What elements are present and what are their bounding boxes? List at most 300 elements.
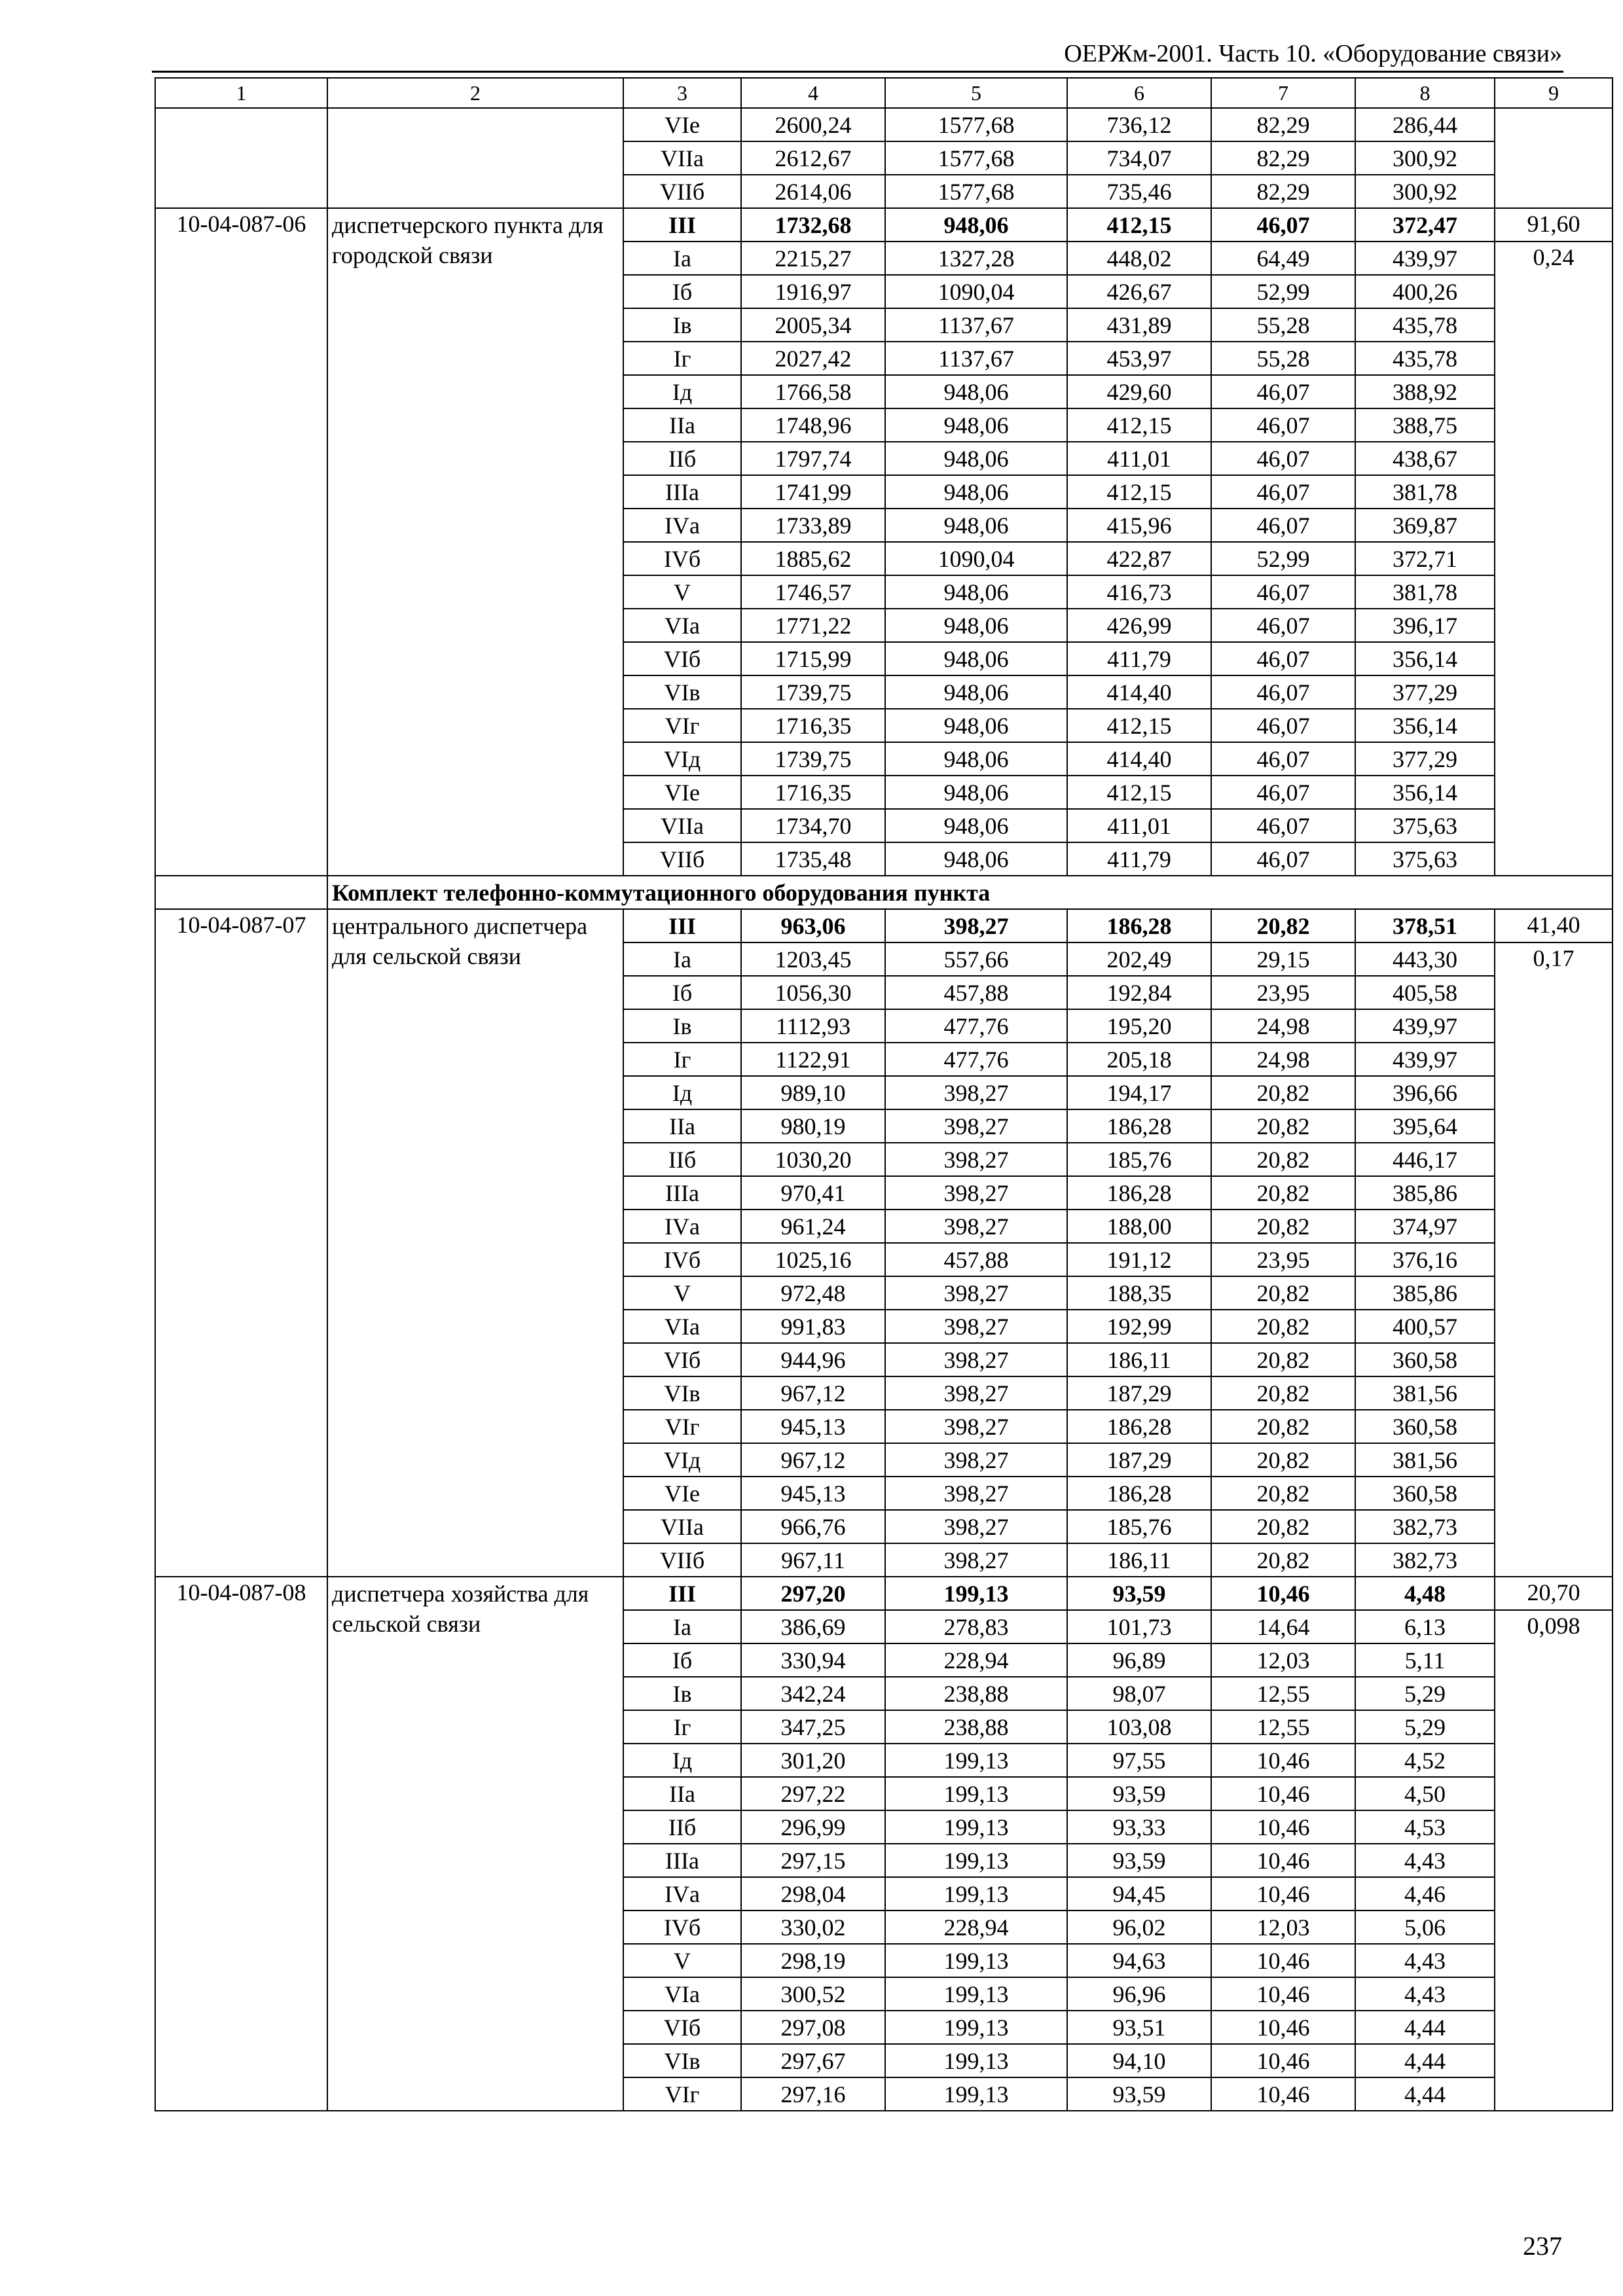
value-cell: 356,14 [1355,642,1495,675]
value-cell: 1090,04 [885,275,1067,308]
zone-cell: VIIа [623,809,741,842]
value-cell: 52,99 [1211,275,1355,308]
column-number: 6 [1067,78,1211,108]
value-cell: 205,18 [1067,1043,1211,1076]
value-cell: 20,82 [1211,1443,1355,1477]
value-cell: 46,07 [1211,442,1355,475]
value-cell: 1090,04 [885,542,1067,575]
zone-cell: III [623,208,741,242]
value-cell: 301,20 [741,1744,885,1777]
value-cell: 398,27 [885,1477,1067,1510]
value-cell: 24,98 [1211,1009,1355,1043]
value-cell: 477,76 [885,1043,1067,1076]
value-cell: 948,06 [885,208,1067,242]
value-cell: 1916,97 [741,275,885,308]
column-number: 4 [741,78,885,108]
value-cell: 381,78 [1355,575,1495,609]
value-cell: 202,49 [1067,942,1211,976]
value-cell: 948,06 [885,675,1067,709]
value-cell: 1030,20 [741,1143,885,1176]
zone-cell: VIг [623,709,741,742]
column-number: 3 [623,78,741,108]
zone-cell: IIIа [623,1176,741,1210]
value-cell: 414,40 [1067,742,1211,776]
value-cell: 1739,75 [741,742,885,776]
value-cell: 20,82 [1211,1276,1355,1310]
value-cell: 414,40 [1067,675,1211,709]
value-cell: 967,11 [741,1543,885,1577]
zone-cell: IVб [623,1910,741,1944]
value-cell: 398,27 [885,1343,1067,1376]
section-title: Комплект телефонно-коммутационного оборудования пункта [327,876,1613,909]
value-cell: 1732,68 [741,208,885,242]
value-cell: 82,29 [1211,141,1355,175]
value-cell: 4,52 [1355,1744,1495,1777]
value-cell: 29,15 [1211,942,1355,976]
zone-cell: VIб [623,1343,741,1376]
value-cell: 1716,35 [741,776,885,809]
row-name: диспетчера хозяйства для сельской связи [327,1577,623,2111]
zone-cell: Iд [623,1744,741,1777]
value-cell: 435,78 [1355,342,1495,375]
value-cell: 411,79 [1067,642,1211,675]
value-cell: 1739,75 [741,675,885,709]
value-cell: 93,51 [1067,2011,1211,2044]
value-cell: 429,60 [1067,375,1211,408]
value-cell: 101,73 [1067,1610,1211,1643]
value-cell: 945,13 [741,1477,885,1510]
zone-cell: VIв [623,2044,741,2077]
zone-cell: IIа [623,1109,741,1143]
value-cell: 398,27 [885,1376,1067,1410]
value-cell: 46,07 [1211,709,1355,742]
value-cell: 388,75 [1355,408,1495,442]
value-cell: 4,44 [1355,2044,1495,2077]
value-cell: 12,55 [1211,1710,1355,1744]
value-cell: 369,87 [1355,509,1495,542]
value-cell: 398,27 [885,1176,1067,1210]
zone-cell: IIб [623,1810,741,1844]
value-cell: 376,16 [1355,1243,1495,1276]
zone-cell: VIIб [623,175,741,208]
value-cell: 398,27 [885,1143,1067,1176]
zone-cell: Iв [623,1677,741,1710]
value-cell: 398,27 [885,1443,1067,1477]
zone-cell: V [623,1944,741,1977]
zone-cell: IVа [623,1877,741,1910]
value-cell: 93,59 [1067,2077,1211,2111]
value-cell: 457,88 [885,1243,1067,1276]
value-cell: 5,06 [1355,1910,1495,1944]
zone-cell: VIIа [623,1510,741,1543]
value-cell: 185,76 [1067,1510,1211,1543]
value-cell: 439,97 [1355,1043,1495,1076]
value-cell: 23,95 [1211,1243,1355,1276]
value-cell: 360,58 [1355,1477,1495,1510]
zone-cell: VIв [623,1376,741,1410]
value-cell: 93,59 [1067,1844,1211,1877]
value-cell: 944,96 [741,1343,885,1376]
value-cell: 10,46 [1211,1944,1355,1977]
value-cell: 330,94 [741,1643,885,1677]
value-cell: 46,07 [1211,809,1355,842]
zone-cell: Iг [623,1710,741,1744]
value-cell: 1122,91 [741,1043,885,1076]
value-cell: 6,13 [1355,1610,1495,1643]
value-cell: 20,82 [1211,1343,1355,1376]
value-cell: 453,97 [1067,342,1211,375]
value-cell: 948,06 [885,742,1067,776]
value-cell: 426,99 [1067,609,1211,642]
value-cell: 186,28 [1067,1176,1211,1210]
zone-cell: VIа [623,609,741,642]
value-cell: 186,11 [1067,1543,1211,1577]
value-cell: 4,43 [1355,1844,1495,1877]
zone-cell: Iб [623,275,741,308]
zone-cell: V [623,575,741,609]
value-cell: 46,07 [1211,208,1355,242]
column-number: 2 [327,78,623,108]
row-name: диспетчерского пункта для городской связи [327,208,623,876]
value-cell: 734,07 [1067,141,1211,175]
value-cell: 963,06 [741,909,885,942]
value-cell: 961,24 [741,1210,885,1243]
value-cell: 98,07 [1067,1677,1211,1710]
value-cell: 1112,93 [741,1009,885,1043]
value-cell: 186,28 [1067,1109,1211,1143]
value-cell: 199,13 [885,1944,1067,1977]
value-cell: 1885,62 [741,542,885,575]
value-cell: 228,94 [885,1643,1067,1677]
value-cell: 948,06 [885,408,1067,442]
value-cell: 93,59 [1067,1777,1211,1810]
value-cell: 297,15 [741,1844,885,1877]
value-cell: 4,46 [1355,1877,1495,1910]
value-cell: 4,48 [1355,1577,1495,1610]
value-cell: 382,73 [1355,1510,1495,1543]
zone-cell: Iб [623,1643,741,1677]
value-cell: 199,13 [885,2077,1067,2111]
value-cell: 191,12 [1067,1243,1211,1276]
column-number: 8 [1355,78,1495,108]
value-cell: 20,82 [1211,1376,1355,1410]
value-cell: 300,92 [1355,175,1495,208]
value-cell: 12,03 [1211,1643,1355,1677]
value-cell: 93,33 [1067,1810,1211,1844]
row-name-cell [327,108,623,208]
value-cell: 398,27 [885,1410,1067,1443]
value-cell: 5,29 [1355,1710,1495,1744]
value-cell: 415,96 [1067,509,1211,542]
value-cell: 1734,70 [741,809,885,842]
zone-cell: III [623,909,741,942]
value-cell: 398,27 [885,1276,1067,1310]
value-cell: 46,07 [1211,742,1355,776]
value-cell: 199,13 [885,2044,1067,2077]
value-cell: 298,04 [741,1877,885,1910]
value-cell: 199,13 [885,1844,1067,1877]
value-cell: 989,10 [741,1076,885,1109]
value-cell: 46,07 [1211,408,1355,442]
zone-cell: IVа [623,509,741,542]
value-cell: 199,13 [885,1577,1067,1610]
row-code: 10-04-087-06 [155,208,327,876]
zone-cell: VIIб [623,842,741,876]
column-9-value: 41,40 [1495,909,1613,942]
value-cell: 187,29 [1067,1376,1211,1410]
value-cell: 195,20 [1067,1009,1211,1043]
value-cell: 1715,99 [741,642,885,675]
value-cell: 972,48 [741,1276,885,1310]
table-row [155,208,1613,242]
value-cell: 298,19 [741,1944,885,1977]
value-cell: 412,15 [1067,776,1211,809]
column-number: 1 [155,78,327,108]
value-cell: 10,46 [1211,1577,1355,1610]
value-cell: 186,11 [1067,1343,1211,1376]
value-cell: 94,45 [1067,1877,1211,1910]
column-9-value: 0,098 [1495,1610,1613,2111]
value-cell: 396,66 [1355,1076,1495,1109]
value-cell: 94,63 [1067,1944,1211,1977]
value-cell: 194,17 [1067,1076,1211,1109]
value-cell: 4,43 [1355,1977,1495,2011]
zone-cell: IIб [623,442,741,475]
value-cell: 199,13 [885,2011,1067,2044]
value-cell: 24,98 [1211,1043,1355,1076]
value-cell: 1137,67 [885,342,1067,375]
zone-cell: VIд [623,742,741,776]
zone-cell: VIIб [623,1543,741,1577]
value-cell: 388,92 [1355,375,1495,408]
value-cell: 10,46 [1211,1844,1355,1877]
section-empty-cell [155,876,327,909]
value-cell: 966,76 [741,1510,885,1543]
value-cell: 2600,24 [741,108,885,141]
value-cell: 10,46 [1211,1977,1355,2011]
value-cell: 448,02 [1067,242,1211,275]
value-cell: 375,63 [1355,842,1495,876]
value-cell: 1766,58 [741,375,885,408]
zone-cell: IIа [623,1777,741,1810]
value-cell: 20,82 [1211,1477,1355,1510]
value-cell: 1327,28 [885,242,1067,275]
value-cell: 199,13 [885,1810,1067,1844]
value-cell: 46,07 [1211,375,1355,408]
value-cell: 64,49 [1211,242,1355,275]
value-cell: 199,13 [885,1877,1067,1910]
row-code: 10-04-087-08 [155,1577,327,2111]
zone-cell: III [623,1577,741,1610]
value-cell: 20,82 [1211,1543,1355,1577]
value-cell: 385,86 [1355,1276,1495,1310]
value-cell: 1741,99 [741,475,885,509]
zone-cell: VIе [623,776,741,809]
value-cell: 4,43 [1355,1944,1495,1977]
value-cell: 5,29 [1355,1677,1495,1710]
value-cell: 93,59 [1067,1577,1211,1610]
value-cell: 94,10 [1067,2044,1211,2077]
column-9-value: 20,70 [1495,1577,1613,1610]
value-cell: 736,12 [1067,108,1211,141]
zone-cell: Iа [623,242,741,275]
value-cell: 457,88 [885,976,1067,1009]
value-cell: 4,44 [1355,2077,1495,2111]
value-cell: 398,27 [885,1543,1067,1577]
value-cell: 398,27 [885,1076,1067,1109]
column-9-value: 0,24 [1495,242,1613,876]
value-cell: 967,12 [741,1376,885,1410]
value-cell: 297,22 [741,1777,885,1810]
table-row [155,1577,1613,1610]
value-cell: 4,44 [1355,2011,1495,2044]
value-cell: 1577,68 [885,175,1067,208]
value-cell: 300,52 [741,1977,885,2011]
value-cell: 2005,34 [741,308,885,342]
value-cell: 46,07 [1211,675,1355,709]
value-cell: 10,46 [1211,2044,1355,2077]
value-cell: 385,86 [1355,1176,1495,1210]
value-cell: 96,89 [1067,1643,1211,1677]
value-cell: 948,06 [885,609,1067,642]
zone-cell: VIг [623,1410,741,1443]
value-cell: 20,82 [1211,1109,1355,1143]
value-cell: 46,07 [1211,475,1355,509]
column-number: 9 [1495,78,1613,108]
zone-cell: VIв [623,675,741,709]
zone-cell: Iв [623,1009,741,1043]
value-cell: 238,88 [885,1710,1067,1744]
value-cell: 185,76 [1067,1143,1211,1176]
column-number-row [155,78,1613,108]
value-cell: 412,15 [1067,408,1211,442]
section-row [155,876,1613,909]
value-cell: 228,94 [885,1910,1067,1944]
value-cell: 1056,30 [741,976,885,1009]
value-cell: 356,14 [1355,776,1495,809]
value-cell: 14,64 [1211,1610,1355,1643]
value-cell: 20,82 [1211,1310,1355,1343]
value-cell: 96,02 [1067,1910,1211,1944]
column-number: 7 [1211,78,1355,108]
value-cell: 360,58 [1355,1410,1495,1443]
value-cell: 20,82 [1211,1176,1355,1210]
zone-cell: VIд [623,1443,741,1477]
row-code: 10-04-087-07 [155,909,327,1577]
value-cell: 188,35 [1067,1276,1211,1310]
zone-cell: Iд [623,1076,741,1109]
value-cell: 948,06 [885,776,1067,809]
value-cell: 199,13 [885,1777,1067,1810]
value-cell: 381,56 [1355,1376,1495,1410]
value-cell: 1577,68 [885,141,1067,175]
value-cell: 416,73 [1067,575,1211,609]
column-number: 5 [885,78,1067,108]
value-cell: 187,29 [1067,1443,1211,1477]
zone-cell: IIIа [623,1844,741,1877]
value-cell: 296,99 [741,1810,885,1844]
value-cell: 411,01 [1067,809,1211,842]
zone-cell: IVа [623,1210,741,1243]
value-cell: 4,53 [1355,1810,1495,1844]
value-cell: 2614,06 [741,175,885,208]
value-cell: 395,64 [1355,1109,1495,1143]
value-cell: 735,46 [1067,175,1211,208]
value-cell: 400,57 [1355,1310,1495,1343]
zone-cell: Iг [623,1043,741,1076]
value-cell: 10,46 [1211,2077,1355,2111]
value-cell: 286,44 [1355,108,1495,141]
value-cell: 438,67 [1355,442,1495,475]
value-cell: 381,56 [1355,1443,1495,1477]
value-cell: 192,84 [1067,976,1211,1009]
value-cell: 375,63 [1355,809,1495,842]
value-cell: 23,95 [1211,976,1355,1009]
value-cell: 948,06 [885,575,1067,609]
value-cell: 381,78 [1355,475,1495,509]
value-cell: 52,99 [1211,542,1355,575]
zone-cell: IVб [623,1243,741,1276]
value-cell: 12,55 [1211,1677,1355,1710]
value-cell: 5,11 [1355,1643,1495,1677]
value-cell: 55,28 [1211,308,1355,342]
value-cell: 948,06 [885,375,1067,408]
value-cell: 386,69 [741,1610,885,1643]
value-cell: 186,28 [1067,1477,1211,1510]
header-rule [152,71,1563,73]
value-cell: 186,28 [1067,909,1211,942]
value-cell: 199,13 [885,1744,1067,1777]
value-cell: 2215,27 [741,242,885,275]
value-cell: 96,96 [1067,1977,1211,2011]
zone-cell: VIIа [623,141,741,175]
value-cell: 1735,48 [741,842,885,876]
value-cell: 398,27 [885,1109,1067,1143]
value-cell: 55,28 [1211,342,1355,375]
value-cell: 46,07 [1211,509,1355,542]
value-cell: 82,29 [1211,175,1355,208]
value-cell: 20,82 [1211,909,1355,942]
value-cell: 431,89 [1067,308,1211,342]
value-cell: 970,41 [741,1176,885,1210]
value-cell: 297,20 [741,1577,885,1610]
value-cell: 1203,45 [741,942,885,976]
value-cell: 439,97 [1355,1009,1495,1043]
value-cell: 991,83 [741,1310,885,1343]
page-number: 237 [1523,2231,1562,2261]
value-cell: 948,06 [885,709,1067,742]
value-cell: 356,14 [1355,709,1495,742]
value-cell: 46,07 [1211,642,1355,675]
value-cell: 1733,89 [741,509,885,542]
value-cell: 46,07 [1211,609,1355,642]
value-cell: 188,00 [1067,1210,1211,1243]
value-cell: 46,07 [1211,842,1355,876]
value-cell: 297,16 [741,2077,885,2111]
value-cell: 330,02 [741,1910,885,1944]
value-cell: 10,46 [1211,1810,1355,1844]
value-cell: 1025,16 [741,1243,885,1276]
value-cell: 374,97 [1355,1210,1495,1243]
value-cell: 446,17 [1355,1143,1495,1176]
column-9-cell [1495,108,1613,208]
value-cell: 412,15 [1067,709,1211,742]
table-row [155,909,1613,942]
value-cell: 20,82 [1211,1410,1355,1443]
value-cell: 278,83 [885,1610,1067,1643]
value-cell: 412,15 [1067,475,1211,509]
value-cell: 398,27 [885,1310,1067,1343]
